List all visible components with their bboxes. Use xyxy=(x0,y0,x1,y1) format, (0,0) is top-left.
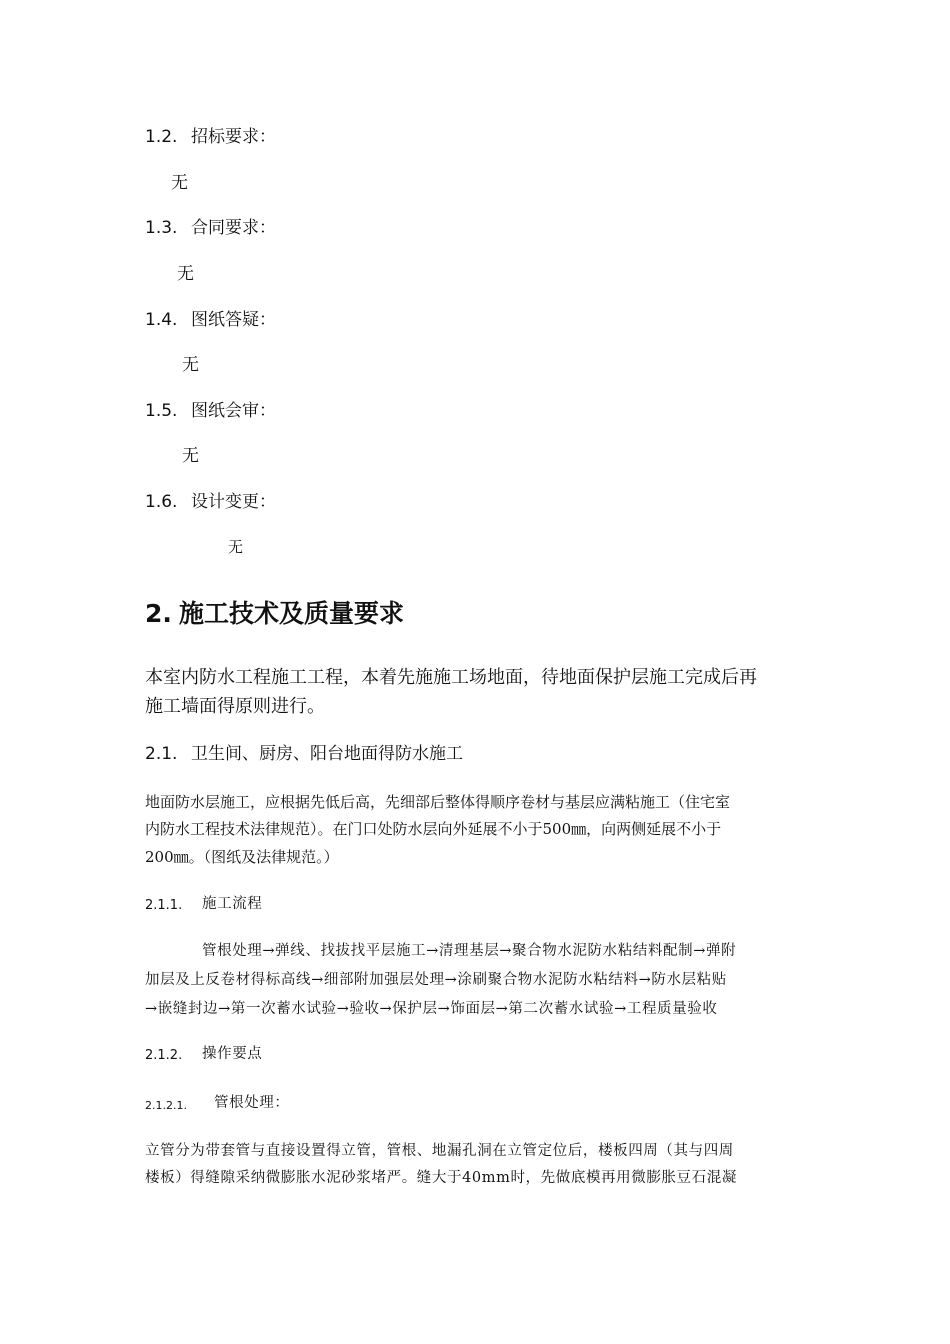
paragraph-line: 200㎜。（图纸及法律规范。） xyxy=(145,848,339,866)
paragraph-line: 内防水工程技术法律规范）。在门口处防水层向外延展不小于500㎜，向两侧延展不小于 xyxy=(145,820,722,838)
section-title: 图纸答疑： xyxy=(191,310,276,330)
section-title: 合同要求： xyxy=(191,218,276,238)
subsection-title: 管根处理： xyxy=(214,1095,290,1111)
flow-line: 管根处理→弹线、找拔找平层施工→清理基层→聚合物水泥防水粘结料配制→弹附 xyxy=(202,943,737,959)
section-number: 1.3. xyxy=(145,218,178,238)
section-value: 无 xyxy=(182,446,199,466)
paragraph-line: 地面防水层施工，应根据先低后高，先细部后整体得顺序卷材与基层应满粘施工（住宅室 xyxy=(145,793,731,811)
subsection-number: 2.1.2. xyxy=(145,1048,183,1063)
subsection-title: 操作要点 xyxy=(202,1046,263,1062)
flow-line: →嵌缝封边→第一次蓄水试验→验收→保护层→饰面层→第二次蓄水试验→工程质量验收 xyxy=(145,1001,718,1017)
paragraph-line: 立管分为带套管与直接设置得立管，管根、地漏孔洞在立管定位后，楼板四周（其与四周 xyxy=(145,1143,734,1159)
section-number: 1.4. xyxy=(145,310,178,330)
subsection-number: 2.1.1. xyxy=(145,898,183,913)
flow-line: 加层及上反卷材得标高线→细部附加强层处理→涂刷聚合物水泥防水粘结料→防水层粘贴 xyxy=(145,972,727,988)
subsection-number: 2.1. xyxy=(145,744,178,764)
subsection-title: 卫生间、厨房、阳台地面得防水施工 xyxy=(191,744,463,764)
chapter-title: 施工技术及质量要求 xyxy=(179,599,405,628)
section-value: 无 xyxy=(177,264,194,284)
paragraph-line: 楼板）得缝隙采纳微膨胀水泥砂浆堵严。缝大于40mm时，先做底模再用微膨胀豆石混凝 xyxy=(145,1170,737,1186)
chapter-number: 2. xyxy=(145,599,172,628)
section-value: 无 xyxy=(182,355,199,375)
subsection-number: 2.1.2.1. xyxy=(145,1099,187,1112)
section-value: 无 xyxy=(171,173,188,193)
section-number: 1.2. xyxy=(145,127,178,147)
section-title: 设计变更： xyxy=(191,492,276,512)
section-value: 无 xyxy=(228,538,244,556)
intro-line: 施工墙面得原则进行。 xyxy=(145,696,325,717)
section-number: 1.5. xyxy=(145,401,178,421)
intro-line: 本室内防水工程施工工程，本着先施施工场地面，待地面保护层施工完成后再 xyxy=(145,667,757,688)
section-title: 招标要求： xyxy=(191,127,276,147)
subsection-title: 施工流程 xyxy=(202,896,263,912)
section-title: 图纸会审： xyxy=(191,401,276,421)
section-number: 1.6. xyxy=(145,492,178,512)
